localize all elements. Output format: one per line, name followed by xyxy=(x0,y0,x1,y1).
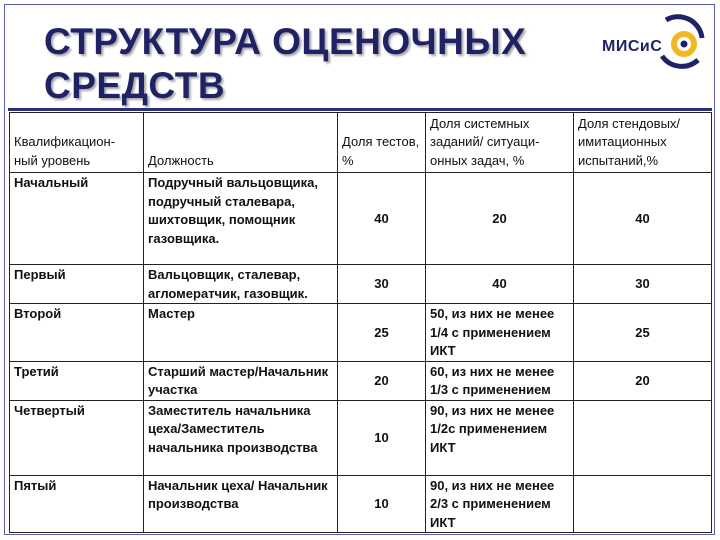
table-row xyxy=(10,400,712,475)
header-tests: Доля тестов, % xyxy=(338,113,426,173)
cell-tasks: 60, из них не менее 1/3 с применением xyxy=(426,361,574,400)
cell-position: Начальник цеха/ Начальник производства xyxy=(144,475,338,533)
misis-logo xyxy=(600,10,710,80)
header-tasks: Доля системных заданий/ ситуаци-онных задач, % xyxy=(426,113,574,173)
cell-tasks: 40 xyxy=(426,265,574,304)
table-header-row xyxy=(10,113,712,173)
table-row xyxy=(10,304,712,362)
header-level: Квалификацион- ный уровень xyxy=(10,113,144,173)
cell-level: Первый xyxy=(10,265,144,304)
table-row xyxy=(10,475,712,533)
cell-position: Заместитель начальника цеха/Заместитель начальника производства xyxy=(144,400,338,475)
cell-position: Вальцовщик, сталевар, агломератчик, газовщик. xyxy=(144,265,338,304)
cell-tasks: 90, из них не менее 1/2с применением ИКТ xyxy=(426,400,574,475)
cell-tasks: 90, из них не менее 2/3 с применением ИКТ xyxy=(426,475,574,533)
header-position: Должность xyxy=(144,113,338,173)
cell-level: Четвертый xyxy=(10,400,144,475)
table-row xyxy=(10,361,712,400)
cell-level: Второй xyxy=(10,304,144,362)
cell-tests: 40 xyxy=(338,173,426,265)
cell-position: Подручный вальцовщика, подручный сталевара, шихтовщик, помощник газовщика. xyxy=(144,173,338,265)
cell-level: Начальный xyxy=(10,173,144,265)
cell-tests: 20 xyxy=(338,361,426,400)
header-trials: Доля стендовых/ имитационных испытаний,% xyxy=(574,113,712,173)
title-line-2: СРЕДСТВ xyxy=(44,65,226,106)
logo-emblem-icon xyxy=(658,12,706,72)
assessment-structure-table xyxy=(9,112,712,533)
cell-trials: 30 xyxy=(574,265,712,304)
cell-tasks: 20 xyxy=(426,173,574,265)
cell-level: Пятый xyxy=(10,475,144,533)
table-row xyxy=(10,173,712,265)
cell-level: Третий xyxy=(10,361,144,400)
cell-trials xyxy=(574,475,712,533)
cell-position: Мастер xyxy=(144,304,338,362)
cell-trials: 40 xyxy=(574,173,712,265)
title-divider xyxy=(8,108,712,111)
cell-tests: 10 xyxy=(338,400,426,475)
cell-trials: 25 xyxy=(574,304,712,362)
cell-tasks: 50, из них не менее 1/4 с применением ИКТ xyxy=(426,304,574,362)
title-line-1: СТРУКТУРА ОЦЕНОЧНЫХ xyxy=(44,21,527,62)
cell-trials xyxy=(574,400,712,475)
cell-trials: 20 xyxy=(574,361,712,400)
page-title xyxy=(44,20,584,108)
cell-tests: 30 xyxy=(338,265,426,304)
cell-tests: 10 xyxy=(338,475,426,533)
cell-tests: 25 xyxy=(338,304,426,362)
logo-text: МИСиС xyxy=(602,38,663,55)
cell-position: Старший мастер/Начальник участка xyxy=(144,361,338,400)
table-row xyxy=(10,265,712,304)
